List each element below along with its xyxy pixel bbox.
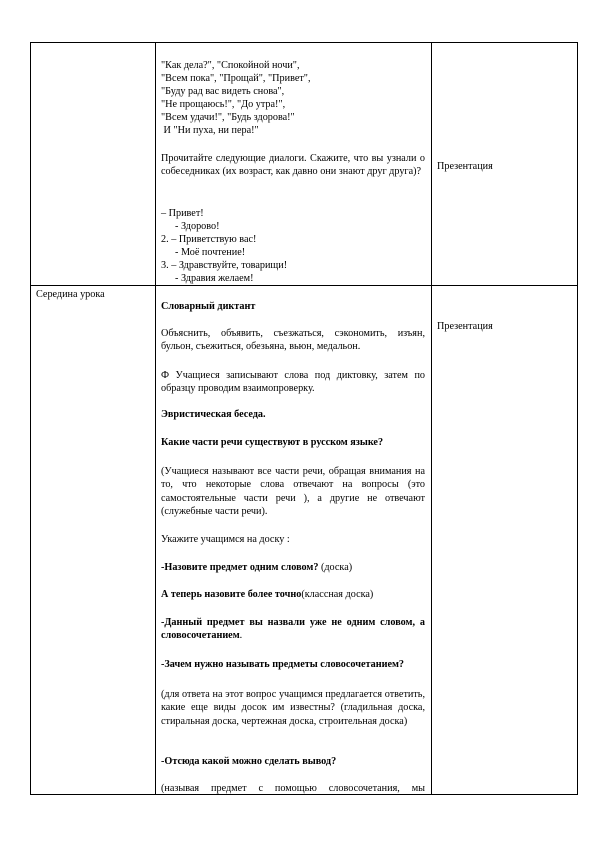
greeting-line: "Буду рад вас видеть снова", bbox=[161, 86, 285, 97]
dictation-title: Словарный диктант bbox=[161, 301, 256, 312]
greeting-line: И "Ни пуха, ни пера!" bbox=[161, 125, 259, 136]
question-precise bbox=[161, 588, 373, 601]
point-board: Укажите учащимся на доску : bbox=[161, 534, 290, 545]
greeting-line: "Всем пока", "Прощай", "Привет", bbox=[161, 73, 311, 84]
dialog-line: - Здорово! bbox=[175, 221, 220, 232]
dialog-line: 3. – Здравствуйте, товарищи! bbox=[161, 260, 288, 271]
answer-conclusion: (называя предмет с помощью словосочетания, мы bbox=[161, 783, 425, 794]
answer-why: (для ответа на этот вопрос учащимся предлагается ответить, какие еще виды досок им известны? (гладильная доска, стиральная доска, чертежная доска, строительная доска) bbox=[161, 689, 425, 727]
dictation-words: Объяснить, объявить, съезжаться, сэкономить, изъян, бульон, съежиться, обезьяна, вьюн, медальон. bbox=[161, 328, 425, 353]
greeting-line: "Не прощаюсь!", "До утра!", bbox=[161, 99, 286, 110]
question-one-word-answer: (доска) bbox=[318, 562, 353, 573]
question-why: -Зачем нужно называть предметы словосочетанием? bbox=[161, 659, 404, 670]
dialog-line: - Моё почтение! bbox=[175, 247, 246, 258]
question-one-word-bold: -Назовите предмет одним словом? bbox=[161, 562, 319, 573]
question-precise-bold: А теперь назовите более точно bbox=[161, 589, 302, 600]
column-divider-left bbox=[155, 42, 156, 795]
greeting-line: "Всем удачи!", "Будь здорова!" bbox=[161, 112, 295, 123]
question-conclusion: -Отсюда какой можно сделать вывод? bbox=[161, 756, 337, 767]
row-divider bbox=[30, 285, 578, 286]
question-parts: Какие части речи существуют в русском языке? bbox=[161, 437, 384, 448]
heuristic-title: Эвристическая беседа. bbox=[161, 409, 266, 420]
dialog-line: – Привет! bbox=[161, 208, 204, 219]
question-one-word bbox=[161, 561, 352, 574]
column-divider-right bbox=[431, 42, 432, 795]
row2-resource: Презентация bbox=[437, 321, 493, 332]
question-phrase-end: . bbox=[239, 630, 243, 642]
peer-check: Ф Учащиеся записывают слова под диктовку, затем по образцу проводим взаимопроверку. bbox=[161, 370, 425, 395]
question-phrase bbox=[161, 616, 425, 643]
answer-parts: (Учащиеся называют все части речи, обращая внимания на то, что некоторые слова отвечают на вопросы (это самостоятельные части речи ), а другие не отвечают (служебные части речи). bbox=[161, 466, 425, 518]
lesson-stage-label: Середина урока bbox=[36, 289, 105, 300]
question-phrase-bold: -Данный предмет вы назвали уже не одним словом, а словосочетанием bbox=[161, 617, 425, 642]
dialog-line: 2. – Приветствую вас! bbox=[161, 234, 257, 245]
greeting-line: "Как дела?", "Спокойной ночи", bbox=[161, 60, 300, 71]
row1-resource: Презентация bbox=[437, 161, 493, 172]
dialog-task: Прочитайте следующие диалоги. Скажите, что вы узнали о собеседниках (их возраст, как давно они знают друг друга)? bbox=[161, 153, 425, 178]
dialog-line: - Здравия желаем! bbox=[175, 273, 254, 284]
question-precise-answer: (классная доска) bbox=[301, 589, 374, 600]
